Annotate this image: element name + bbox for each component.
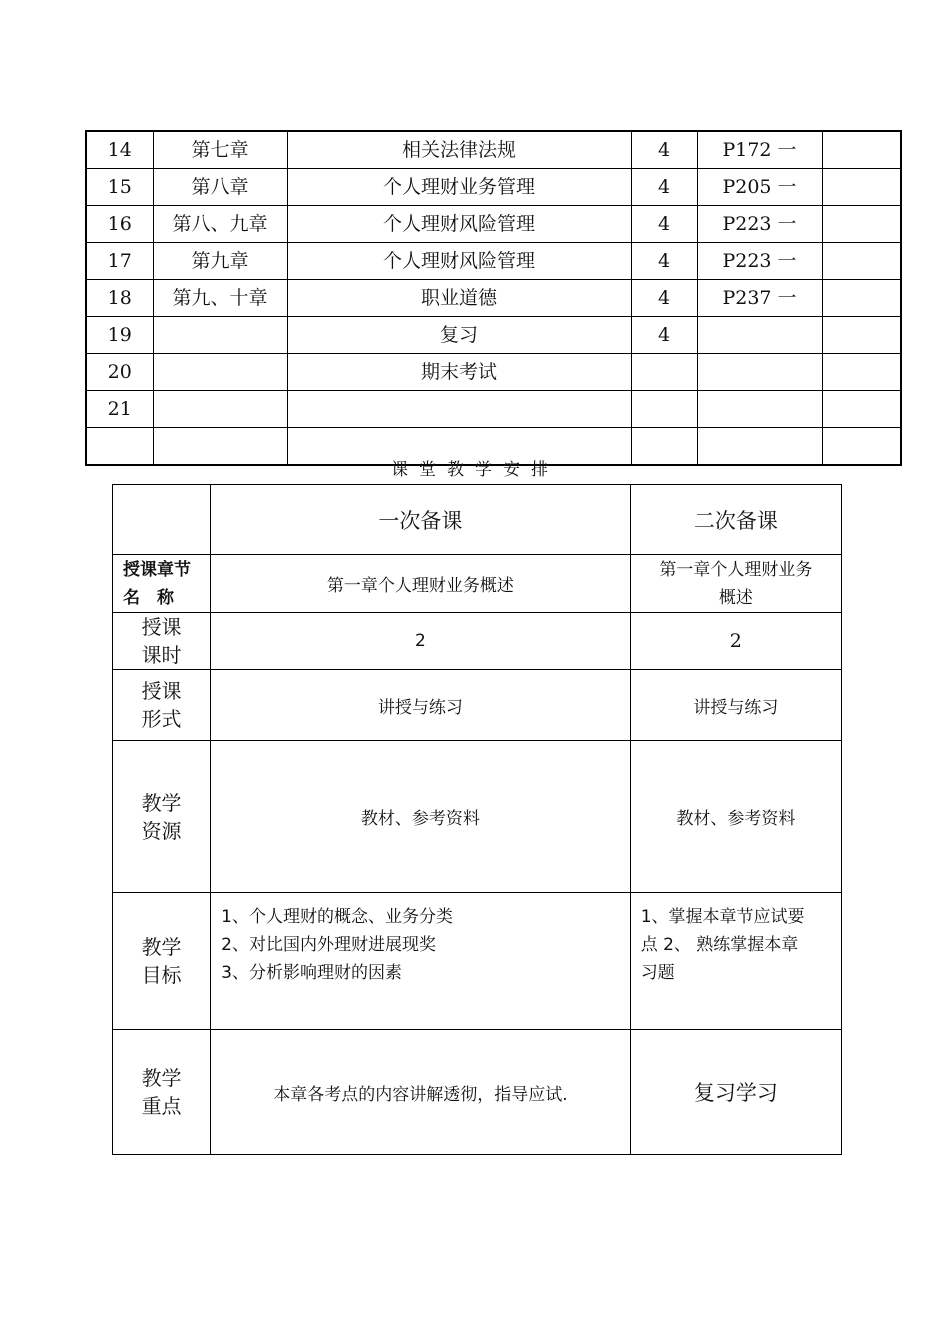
goal-item: 1、个人理财的概念、业务分类 — [221, 907, 453, 927]
hours-cell: 4 — [631, 317, 697, 354]
hours-cell — [631, 354, 697, 391]
chapter-cell — [153, 317, 287, 354]
note-cell — [822, 354, 901, 391]
goal-row — [113, 893, 842, 1030]
resource-second-prep: 教材、参考资料 — [630, 741, 841, 893]
topic-cell: 职业道德 — [287, 280, 631, 317]
page-ref-cell: P223 一 — [697, 206, 822, 243]
table-row — [86, 169, 901, 206]
note-cell — [822, 131, 901, 169]
first-prep-header: 一次备课 — [211, 485, 631, 555]
form-first-prep: 讲授与练习 — [211, 670, 631, 741]
topic-cell: 个人理财业务管理 — [287, 169, 631, 206]
chapter-cell — [153, 391, 287, 428]
chapter-cell: 第九、十章 — [153, 280, 287, 317]
focus-label: 教学 重点 — [113, 1030, 211, 1155]
resource-row — [113, 741, 842, 893]
page-ref-cell: P223 一 — [697, 243, 822, 280]
note-cell — [822, 317, 901, 354]
schedule-body — [86, 131, 901, 465]
note-cell — [822, 280, 901, 317]
page-ref-cell: P205 一 — [697, 169, 822, 206]
table-row — [86, 354, 901, 391]
plan-header-row — [113, 485, 842, 555]
chapter-cell: 第九章 — [153, 243, 287, 280]
hours-row — [113, 613, 842, 670]
hours-first-prep: 2 — [211, 613, 631, 670]
table-row — [86, 317, 901, 354]
form-row — [113, 670, 842, 741]
note-cell — [822, 169, 901, 206]
note-cell — [822, 206, 901, 243]
chapter-second-prep: 第一章个人理财业务 概述 — [630, 555, 841, 613]
form-label: 授课 形式 — [113, 670, 211, 741]
table-row — [86, 391, 901, 428]
lesson-number: 17 — [86, 243, 153, 280]
goal-first-prep — [211, 893, 631, 1030]
table-row — [86, 243, 901, 280]
course-schedule-table — [85, 130, 902, 466]
table-row — [86, 280, 901, 317]
corner-cell — [113, 485, 211, 555]
lesson-number: 18 — [86, 280, 153, 317]
hours-cell: 4 — [631, 206, 697, 243]
hours-second-prep: 2 — [630, 613, 841, 670]
lesson-number: 15 — [86, 169, 153, 206]
section-heading: 课堂教学安排 — [391, 460, 559, 480]
lesson-number: 16 — [86, 206, 153, 243]
lesson-number: 21 — [86, 391, 153, 428]
page-ref-cell — [697, 354, 822, 391]
chapter-label: 授课章节 名 称 — [113, 555, 211, 613]
goal-item: 3、分析影响理财的因素 — [221, 963, 402, 983]
hours-cell: 4 — [631, 131, 697, 169]
topic-cell: 个人理财风险管理 — [287, 206, 631, 243]
chapter-cell: 第八章 — [153, 169, 287, 206]
chapter-row — [113, 555, 842, 613]
hours-cell: 4 — [631, 169, 697, 206]
hours-cell: 4 — [631, 243, 697, 280]
hours-cell — [631, 391, 697, 428]
focus-row — [113, 1030, 842, 1155]
chapter-first-prep: 第一章个人理财业务概述 — [211, 555, 631, 613]
lesson-number: 14 — [86, 131, 153, 169]
note-cell — [822, 391, 901, 428]
chapter-cell: 第八、九章 — [153, 206, 287, 243]
lesson-number: 20 — [86, 354, 153, 391]
page-ref-cell: P172 一 — [697, 131, 822, 169]
second-prep-header: 二次备课 — [630, 485, 841, 555]
table-row — [86, 206, 901, 243]
topic-cell: 相关法律法规 — [287, 131, 631, 169]
topic-cell: 个人理财风险管理 — [287, 243, 631, 280]
page-ref-cell: P237 一 — [697, 280, 822, 317]
lesson-plan-table — [112, 484, 842, 1155]
topic-cell — [287, 391, 631, 428]
focus-first-prep: 本章各考点的内容讲解透彻，指导应试. — [211, 1030, 631, 1155]
topic-cell: 期末考试 — [287, 354, 631, 391]
resource-first-prep: 教材、参考资料 — [211, 741, 631, 893]
goal-second-prep: 1、掌握本章节应试要 点 2、 熟练掌握本章 习题 — [630, 893, 841, 1030]
goal-label: 教学 目标 — [113, 893, 211, 1030]
note-cell — [822, 243, 901, 280]
hours-cell: 4 — [631, 280, 697, 317]
page-ref-cell — [697, 317, 822, 354]
chapter-cell: 第七章 — [153, 131, 287, 169]
focus-second-prep: 复习学习 — [630, 1030, 841, 1155]
hours-label: 授课 课时 — [113, 613, 211, 670]
chapter-cell — [153, 354, 287, 391]
topic-cell: 复习 — [287, 317, 631, 354]
resource-label: 教学 资源 — [113, 741, 211, 893]
lesson-number: 19 — [86, 317, 153, 354]
form-second-prep: 讲授与练习 — [630, 670, 841, 741]
goal-item: 2、对比国内外理财进展现奖 — [221, 935, 436, 955]
table-row — [86, 131, 901, 169]
page-ref-cell — [697, 391, 822, 428]
